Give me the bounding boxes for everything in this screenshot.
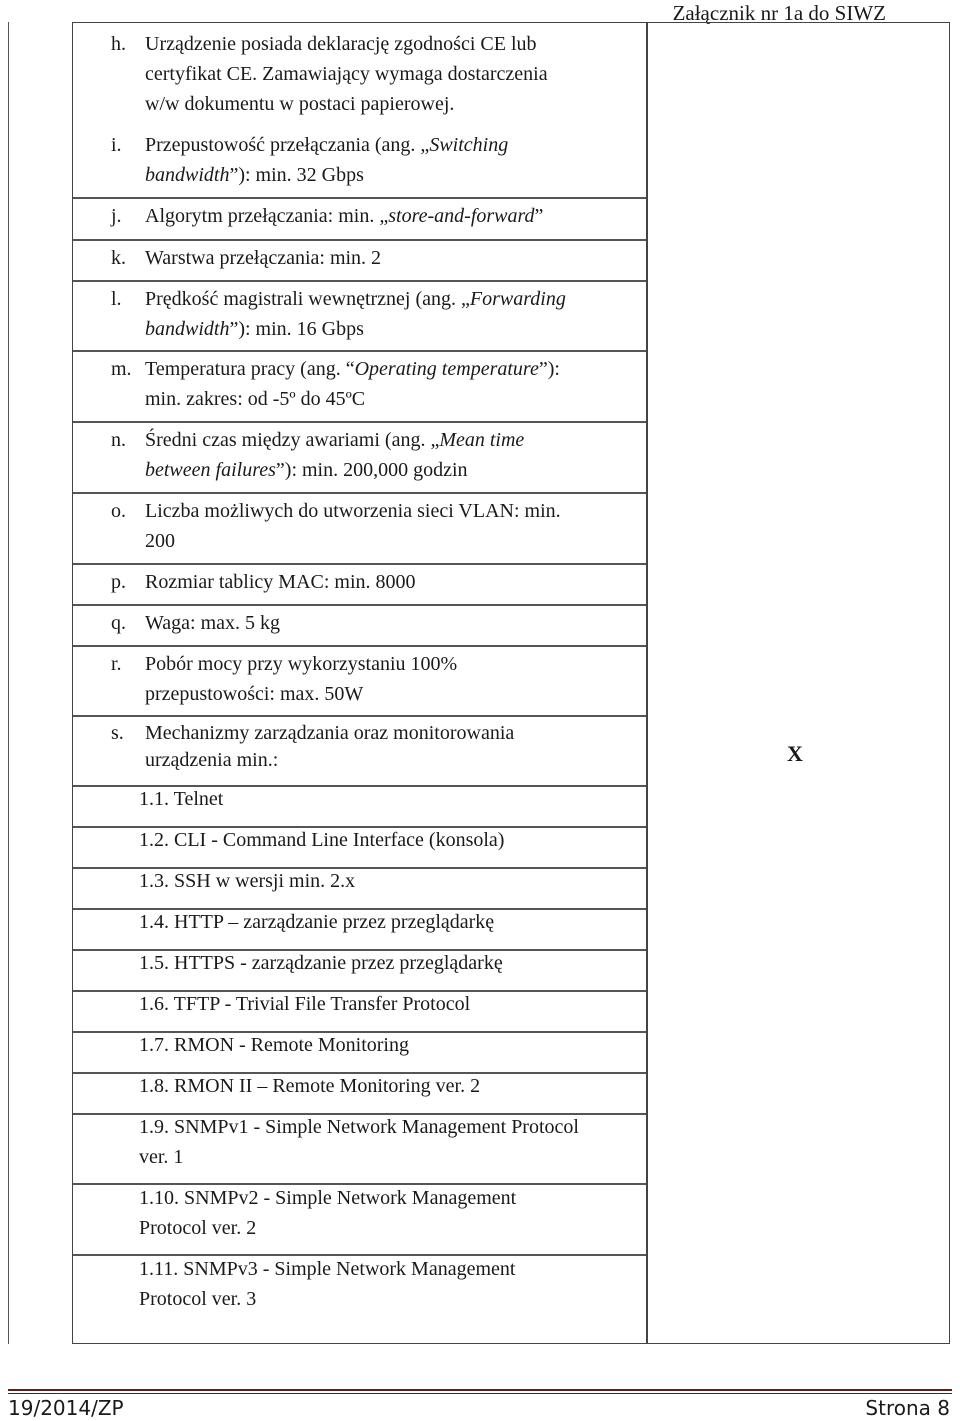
subitem-line: 1.1. Telnet <box>139 788 224 810</box>
subitem-line: 1.6. TFTP - Trivial File Transfer Protocol <box>139 993 471 1015</box>
item-english-term: bandwidth <box>145 164 230 186</box>
item-text: ”): <box>538 358 560 380</box>
attachment-header: Załącznik nr 1a do SIWZ <box>672 1 886 25</box>
item-text: Liczba możliwych do utworzenia sieci VLAN: min. <box>145 500 561 522</box>
row-separator <box>73 645 646 647</box>
subitem-line: 1.11. SNMPv3 - Simple Network Management <box>139 1258 516 1280</box>
item-english-term: Forwarding <box>469 288 566 310</box>
item-english-term: store-and-forward <box>388 205 535 227</box>
item-text: Algorytm przełączania: min. „ <box>145 205 389 227</box>
item-text: urządzenia min.: <box>145 749 279 771</box>
item-text: przepustowości: max. 50W <box>145 683 364 705</box>
item-text: Rozmiar tablicy MAC: min. 8000 <box>145 571 416 593</box>
subitem <box>139 784 639 814</box>
item-letter: m. <box>111 358 132 380</box>
item-line: certyfikat CE. Zamawiający wymaga dostarczenia <box>145 63 548 85</box>
item-letter: o. <box>111 500 126 522</box>
page-number: Strona 8 <box>865 1396 950 1420</box>
subitem <box>139 1254 639 1314</box>
subitem <box>139 1183 639 1243</box>
column-divider <box>646 23 648 1343</box>
row-separator <box>73 350 646 352</box>
subitem-line: 1.7. RMON - Remote Monitoring <box>139 1034 409 1056</box>
item-english-term: between failures <box>145 459 276 481</box>
row-separator <box>73 421 646 423</box>
footer-rule <box>8 1393 952 1394</box>
subitem <box>139 948 639 978</box>
item-text: ”): min. 32 Gbps <box>229 164 364 186</box>
item-text: ”): min. 16 Gbps <box>229 318 364 340</box>
item-text: 200 <box>145 530 175 552</box>
item-letter: q. <box>111 612 126 634</box>
item-english-term: Operating temperature <box>354 358 539 380</box>
subitem-line: 1.8. RMON II – Remote Monitoring ver. 2 <box>139 1075 481 1097</box>
subitem <box>139 1030 639 1060</box>
item-text: ” <box>534 205 544 227</box>
specification-table <box>72 22 950 1344</box>
left-margin-rule <box>8 22 9 1344</box>
item-text: Mechanizmy zarządzania oraz monitorowania <box>145 722 515 744</box>
row-separator <box>73 492 646 494</box>
subitem-line: 1.2. CLI - Command Line Interface (konsola) <box>139 829 505 851</box>
subitem-line: 1.5. HTTPS - zarządzanie przez przeglądarkę <box>139 952 503 974</box>
item-english-term: Switching <box>429 134 509 156</box>
row-separator <box>73 280 646 282</box>
subitem <box>139 825 639 855</box>
item-letter: j. <box>111 205 122 227</box>
subitem-line: Protocol ver. 2 <box>139 1217 257 1239</box>
item-english-term: Mean time <box>439 429 525 451</box>
row-separator <box>73 197 646 199</box>
item-letter: i. <box>111 134 122 156</box>
item-line: w/w dokumentu w postaci papierowej. <box>145 93 455 115</box>
row-separator <box>73 715 646 717</box>
row-separator <box>73 563 646 565</box>
item-letter: p. <box>111 571 126 593</box>
item-text: Średni czas między awariami (ang. „ <box>145 429 440 451</box>
compliance-mark: X <box>787 741 803 766</box>
item-letter: k. <box>111 247 126 269</box>
subitem <box>139 1071 639 1101</box>
item-letter: h. <box>111 33 126 55</box>
subitem-line: 1.3. SSH w wersji min. 2.x <box>139 870 356 892</box>
subitem <box>139 907 639 937</box>
subitem-line: Protocol ver. 3 <box>139 1288 257 1310</box>
footer-rule <box>8 1389 952 1391</box>
subitem <box>139 989 639 1019</box>
item-letter: l. <box>111 288 122 310</box>
subitem-line: 1.9. SNMPv1 - Simple Network Management Protocol <box>139 1116 579 1138</box>
item-text: Prędkość magistrali wewnętrznej (ang. „ <box>145 288 470 310</box>
item-text: ”): min. 200,000 godzin <box>275 459 468 481</box>
item-text: Waga: max. 5 kg <box>145 612 281 634</box>
item-text: Warstwa przełączania: min. 2 <box>145 247 382 269</box>
item-letter: n. <box>111 429 126 451</box>
subitem-line: ver. 1 <box>139 1146 184 1168</box>
subitem-line: 1.4. HTTP – zarządzanie przez przeglądarkę <box>139 911 495 933</box>
item-text: Pobór mocy przy wykorzystaniu 100% <box>145 653 458 675</box>
subitem-line: 1.10. SNMPv2 - Simple Network Management <box>139 1187 517 1209</box>
document-reference: 19/2014/ZP <box>8 1396 124 1420</box>
item-text: min. zakres: od -5º do 45ºC <box>145 388 366 410</box>
item-text: Temperatura pracy (ang. “ <box>145 358 355 380</box>
item-letter: r. <box>111 653 122 675</box>
item-line: Urządzenie posiada deklarację zgodności CE lub <box>145 33 537 55</box>
subitem <box>139 866 639 896</box>
item-text: Przepustowość przełączania (ang. „ <box>145 134 430 156</box>
row-separator <box>73 239 646 241</box>
subitem <box>139 1112 639 1172</box>
item-english-term: bandwidth <box>145 318 230 340</box>
item-letter: s. <box>111 722 124 744</box>
row-separator <box>73 604 646 606</box>
